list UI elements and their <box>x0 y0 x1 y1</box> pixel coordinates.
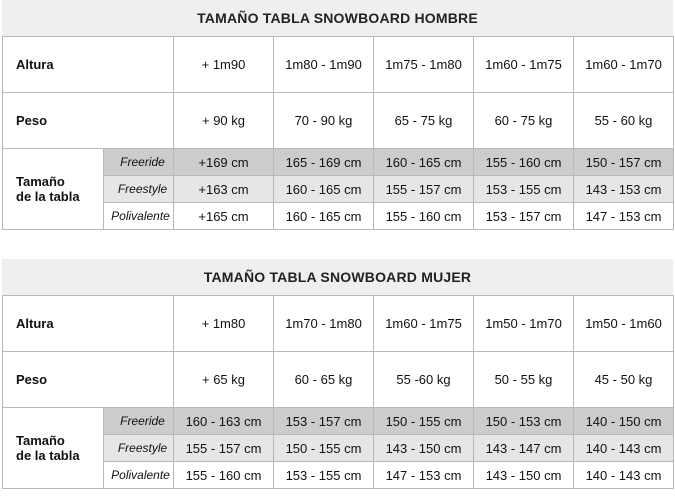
style-label-freestyle: Freestyle <box>104 176 174 203</box>
women-weight-row <box>3 352 674 408</box>
men-height-row <box>3 37 674 93</box>
weight-label: Peso <box>3 352 174 408</box>
height-cell: 1m60 - 1m70 <box>574 37 674 93</box>
size-cell: 155 - 160 cm <box>174 462 274 489</box>
size-cell: 165 - 169 cm <box>274 149 374 176</box>
board-size-label-line1: Tamaño <box>16 433 65 448</box>
weight-cell: 55 -60 kg <box>374 352 474 408</box>
size-cell: 160 - 165 cm <box>274 203 374 230</box>
board-size-label-line1: Tamaño <box>16 174 65 189</box>
weight-cell: 70 - 90 kg <box>274 93 374 149</box>
height-cell: 1m75 - 1m80 <box>374 37 474 93</box>
height-cell: 1m70 - 1m80 <box>274 296 374 352</box>
weight-cell: 60 - 65 kg <box>274 352 374 408</box>
weight-cell: 60 - 75 kg <box>474 93 574 149</box>
women-size-table <box>2 295 674 489</box>
style-label-polivalente: Polivalente <box>104 462 174 489</box>
weight-cell: 65 - 75 kg <box>374 93 474 149</box>
size-cell: 147 - 153 cm <box>574 203 674 230</box>
size-cell: 160 - 165 cm <box>274 176 374 203</box>
size-cell: 153 - 155 cm <box>474 176 574 203</box>
size-cell: 140 - 143 cm <box>574 435 674 462</box>
size-cell: +163 cm <box>174 176 274 203</box>
size-cell: 155 - 160 cm <box>374 203 474 230</box>
size-cell: 143 - 150 cm <box>474 462 574 489</box>
style-label-polivalente: Polivalente <box>104 203 174 230</box>
height-label: Altura <box>3 37 174 93</box>
men-weight-row <box>3 93 674 149</box>
size-cell: 153 - 157 cm <box>474 203 574 230</box>
weight-cell: 50 - 55 kg <box>474 352 574 408</box>
men-polivalente-row <box>3 203 674 230</box>
size-cell: 143 - 153 cm <box>574 176 674 203</box>
weight-cell: 45 - 50 kg <box>574 352 674 408</box>
women-height-row <box>3 296 674 352</box>
height-label: Altura <box>3 296 174 352</box>
size-cell: 150 - 153 cm <box>474 408 574 435</box>
weight-cell: 55 - 60 kg <box>574 93 674 149</box>
height-cell: 1m80 - 1m90 <box>274 37 374 93</box>
weight-label: Peso <box>3 93 174 149</box>
board-size-label-line2: de la tabla <box>16 189 80 204</box>
men-freeride-row <box>3 149 674 176</box>
size-cell: 140 - 143 cm <box>574 462 674 489</box>
women-polivalente-row <box>3 462 674 489</box>
weight-cell: + 90 kg <box>174 93 274 149</box>
height-cell: + 1m90 <box>174 37 274 93</box>
size-cell: 160 - 163 cm <box>174 408 274 435</box>
size-cell: 150 - 155 cm <box>274 435 374 462</box>
board-size-label <box>3 149 104 230</box>
height-cell: 1m60 - 1m75 <box>374 296 474 352</box>
size-cell: 143 - 150 cm <box>374 435 474 462</box>
size-cell: 153 - 157 cm <box>274 408 374 435</box>
size-cell: 143 - 147 cm <box>474 435 574 462</box>
size-cell: 155 - 160 cm <box>474 149 574 176</box>
women-freeride-row <box>3 408 674 435</box>
size-cell: +165 cm <box>174 203 274 230</box>
size-cell: +169 cm <box>174 149 274 176</box>
men-freestyle-row <box>3 176 674 203</box>
size-cell: 155 - 157 cm <box>174 435 274 462</box>
board-size-label-line2: de la tabla <box>16 448 80 463</box>
board-size-label <box>3 408 104 489</box>
height-cell: + 1m80 <box>174 296 274 352</box>
weight-cell: + 65 kg <box>174 352 274 408</box>
size-cell: 140 - 150 cm <box>574 408 674 435</box>
height-cell: 1m60 - 1m75 <box>474 37 574 93</box>
men-size-section <box>2 0 673 230</box>
style-label-freeride: Freeride <box>104 149 174 176</box>
size-cell: 160 - 165 cm <box>374 149 474 176</box>
height-cell: 1m50 - 1m60 <box>574 296 674 352</box>
style-label-freestyle: Freestyle <box>104 435 174 462</box>
men-size-table <box>2 36 674 230</box>
size-cell: 153 - 155 cm <box>274 462 374 489</box>
men-table-title: TAMAÑO TABLA SNOWBOARD HOMBRE <box>2 0 673 36</box>
style-label-freeride: Freeride <box>104 408 174 435</box>
size-cell: 150 - 157 cm <box>574 149 674 176</box>
women-table-title: TAMAÑO TABLA SNOWBOARD MUJER <box>2 259 673 295</box>
size-cell: 147 - 153 cm <box>374 462 474 489</box>
women-freestyle-row <box>3 435 674 462</box>
height-cell: 1m50 - 1m70 <box>474 296 574 352</box>
size-cell: 150 - 155 cm <box>374 408 474 435</box>
size-cell: 155 - 157 cm <box>374 176 474 203</box>
women-size-section <box>2 259 673 489</box>
